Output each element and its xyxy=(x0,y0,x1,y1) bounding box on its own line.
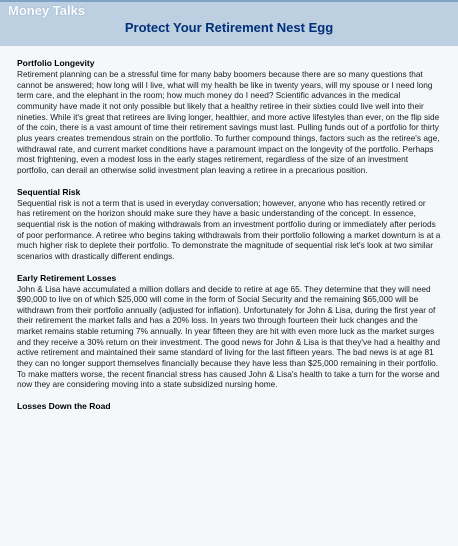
article-content xyxy=(0,46,458,546)
section-heading-portfolio-longevity: Portfolio Longevity xyxy=(17,58,95,68)
header-bar xyxy=(0,0,458,46)
section-body-sequential-risk: Sequential risk is not a term that is used in everyday conversation; however, anyone who has recently retired or has retirement on the horizon should make sure they have a basic understanding of the concept. In essence, sequential risk is the notion of making withdrawals from an investment portfolio during or immediately after periods of poor performance. A retiree who begins taking withdrawals from their portfolio following a market downturn is at a much higher risk to deplete their portfolio. To demonstrate the magnitude of sequential risk let's look at two similar scenarios with drastically different endings. xyxy=(17,197,441,261)
section-name: Money Talks xyxy=(8,3,86,18)
header-stripe xyxy=(0,0,458,2)
section-heading-sequential-risk: Sequential Risk xyxy=(17,186,81,197)
section-body-early-retirement-losses: John & Lisa have accumulated a million dollars and decide to retire at age 65. They determine that they will need $90,000 to live on of which $25,000 will come in the form of Social Security and the remaining $65,000 will be withdrawn from their portfolio annually (adjusted for inflation). Unfortunately for John & Lisa, during the first year of their retirement the market falls and has a 20% loss. In years two through fourteen their luck changes and the market remains stable returning 7% annually. In year fifteen they are hit with even more luck as the market surges and they receive a 30% return on their investment. The good news for John & Lisa is that they've had a healthy and active retirement and maintained their same standard of living for the last fifteen years. The bad news is at age 81 they can no longer support themselves financially because they have less than $25,000 remaining in their portfolio. To make matters worse, the recent financial stress has caused John & Lisa's health to take a turn for the worse and now they are considering moving into a state subsidized nursing home. xyxy=(17,283,440,390)
section-heading-early-retirement-losses: Early Retirement Losses xyxy=(17,272,117,283)
article-body xyxy=(17,58,441,412)
section-body-portfolio-longevity: Retirement planning can be a stressful time for many baby boomers because there are so many questions that cannot be answered; how long will I live, what will my health be like in twenty years, will my spouse or I need long term care, and the elephant in the room; how much money do I need? Scientific advances in the medical community have made it not only possible but likely that a healthy retiree in their sixties could live well into their nineties. While it's great that retirees are living longer, healthier, and more active lifestyles than ever, on the flip side of the coin, there is a vast amount of time their retirement savings must last. Pulling funds out of a portfolio for thirty plus years creates tremendous strain on the portfolio. To further compound things, factors such as the retiree's age, withdrawal rate, and current market conditions have a paramount impact on the longevity of the portfolio. Perhaps most frightening, even a modest loss in the early stages retirement, regardless of the size of an investment portfolio, can derail an otherwise solid investment plan leaving a retiree in a precarious position. xyxy=(17,69,440,175)
page-title: Protect Your Retirement Nest Egg xyxy=(124,20,334,35)
section-heading-losses-down-the-road: Losses Down the Road xyxy=(17,401,111,412)
